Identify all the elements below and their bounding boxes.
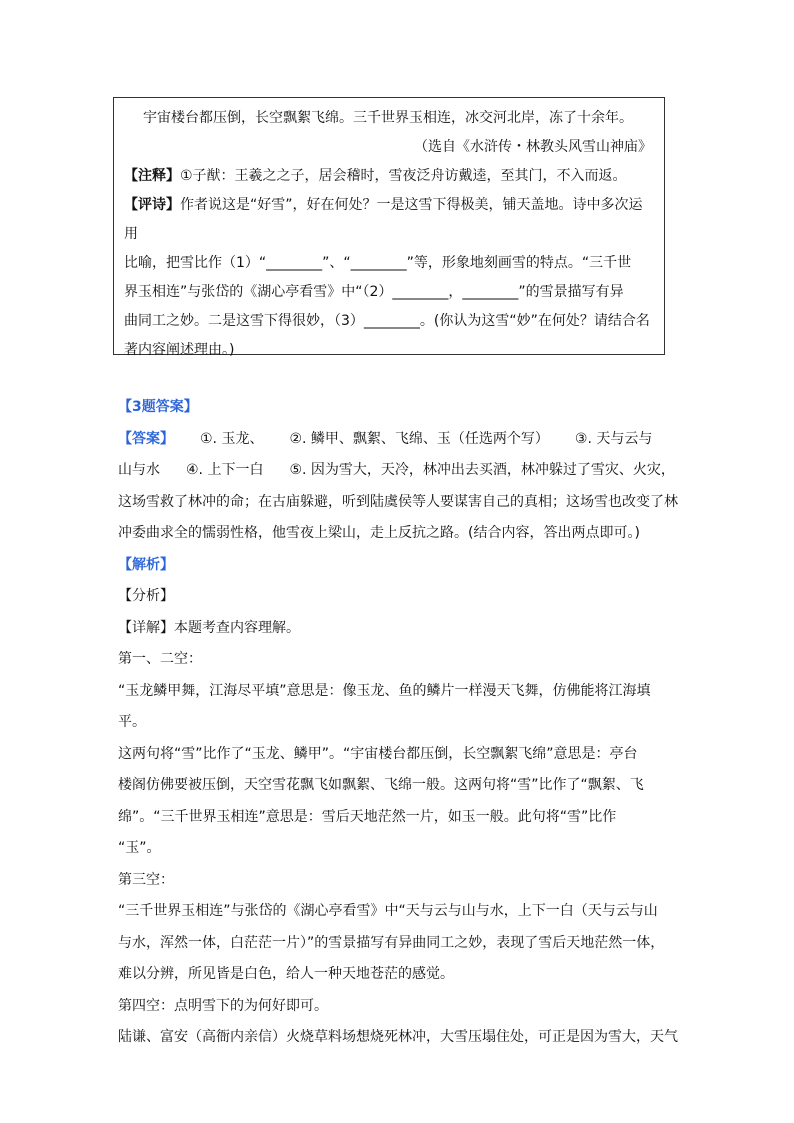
- analysis-subheading: 【分析】: [118, 588, 174, 604]
- poem-passage-box: [113, 97, 665, 358]
- answer-label: 【答案】: [118, 430, 174, 447]
- poem-comment-line: 曲同工之妙。二是这雪下得很妙，（3）________。(你认为这雪“妙”在何处？请结合名: [124, 313, 650, 329]
- analysis-line: 难以分辨，所见皆是白色，给人一种天地苍茫的感觉。: [118, 966, 454, 982]
- part-heading: 第四空：点明雪下的为何好即可。: [118, 997, 328, 1014]
- part-heading: 第三空：: [118, 871, 174, 888]
- analysis-line: 这两句将“雪”比作了“玉龙、鳞甲”。“宇宙楼台都压倒，长空飘絮飞绵”意思是：亭台: [118, 745, 638, 762]
- note-paragraph: [124, 162, 652, 191]
- source-citation: （选自《水浒传・林教头风雪山神庙》: [414, 139, 652, 155]
- answer-line: 冲委曲求全的懦弱性格，他雪夜上梁山，走上反抗之路。(结合内容，答出两点即可。): [118, 525, 640, 541]
- analysis-line: 楼阁仿佛要被压倒，天空雪花飘飞如飘絮、飞绵一般。这两句将“雪”比作了“飘絮、飞: [118, 777, 644, 793]
- poem-comment: 【评诗】作者说这是“好雪”，好在何处？一是这雪下得极美，铺天盖地。诗中多次运用: [124, 197, 643, 242]
- note-text: ①子猷：王羲之之子，居会稽时，雪夜泛舟访戴逵，至其门，不入而返。: [180, 168, 627, 184]
- analysis-line: “玉龙鳞甲舞，江海尽平填”意思是：像玉龙、鱼的鳞片一样漫天飞舞，仿佛能将江海填平。: [118, 682, 651, 730]
- answer-line: 【答案】 ①. 玉龙、 ②. 鳞甲、飘絮、飞绵、玉（任选两个写） ③. 天与云与: [118, 430, 653, 447]
- section-heading: 【3题答案】: [118, 399, 198, 415]
- poem-comment-line: 比喻，把雪比作（1）“________”、“________”等，形象地刻画雪的特点。“三千世: [124, 255, 632, 271]
- poem-line: 宇宙楼台都压倒，长空飘絮飞绵。三千世界玉相连，冰交河北岸，冻了十余年。: [143, 110, 633, 126]
- poem-comment-line: 著内容阐述理由。): [124, 342, 235, 358]
- answer-line: 山与水 ④. 上下一白 ⑤. 因为雪大，天冷，林冲出去买酒，林冲躲过了雪灾、火灾，: [118, 462, 675, 478]
- note-label: 【注释】: [124, 168, 180, 184]
- analysis-label: 【解析】: [118, 556, 174, 573]
- analysis-line: 绵”。“三千世界玉相连”意思是：雪后天地茫然一片，如玉一般。此句将“雪”比作: [118, 808, 617, 825]
- detail-line: 【详解】本题考查内容理解。: [118, 619, 300, 636]
- detail-label: 【详解】: [118, 619, 174, 636]
- analysis-line: “玉”。: [118, 840, 161, 856]
- poem-comment-label: 【评诗】: [124, 197, 180, 213]
- part-heading: 第一、二空：: [118, 651, 202, 667]
- poem-comment-line: 界玉相连”与张岱的《湖心亭看雪》中“（2）________，________”的雪景描写有异: [124, 284, 624, 300]
- answer-line: 这场雪救了林冲的命；在古庙躲避，听到陆虞侯等人要谋害自己的真相；这场雪也改变了林: [118, 493, 678, 510]
- analysis-line: 陆谦、富安（高衙内亲信）火烧草料场想烧死林冲，大雪压塌住处，可正是因为雪大，天气: [118, 1029, 678, 1045]
- analysis-line: 与水，浑然一体，白茫茫一片）”的雪景描写有异曲同工之妙，表现了雪后天地茫然一体，: [118, 934, 665, 951]
- answer-body: [118, 392, 678, 1054]
- analysis-line: “三千世界玉相连”与张岱的《湖心亭看雪》中“天与云与山与水，上下一白（天与云与山: [118, 903, 658, 919]
